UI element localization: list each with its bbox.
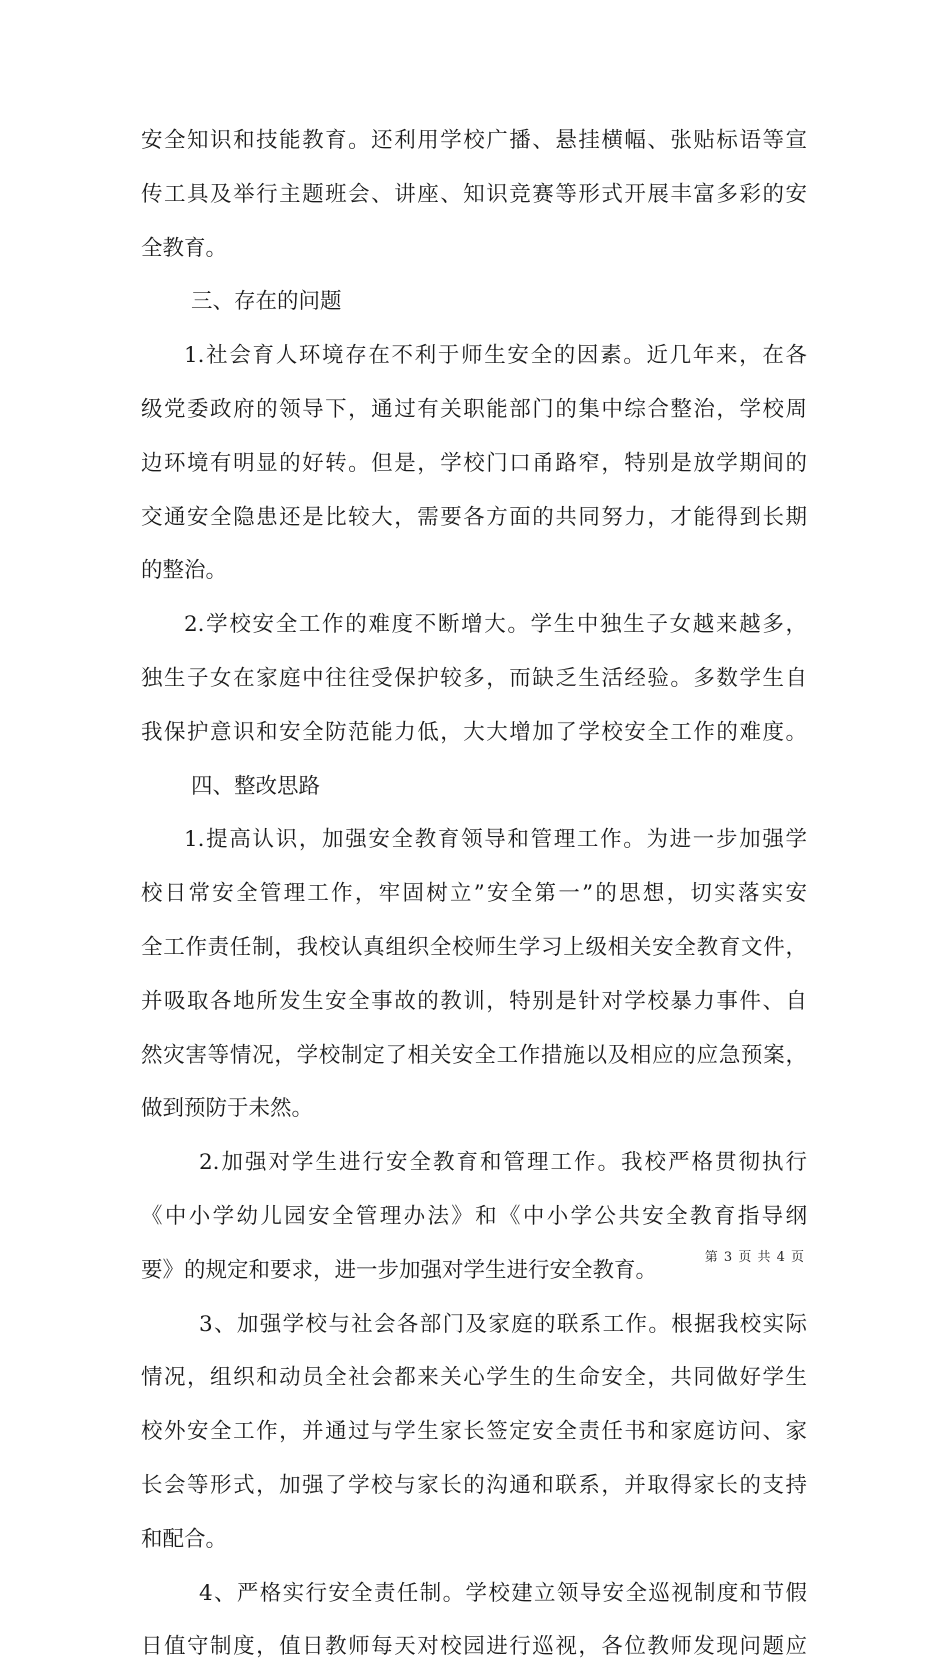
section-heading: 三、存在的问题 xyxy=(191,289,342,315)
text-line: 《中小学幼儿园安全管理办法》和《中小学公共安全教育指导纲 xyxy=(141,1203,807,1229)
text-line: 级党委政府的领导下，通过有关职能部门的集中综合整治，学校周 xyxy=(141,396,807,422)
text-line: 4、严格实行安全责任制。学校建立领导安全巡视制度和节假 xyxy=(199,1580,807,1606)
text-line: 情况，组织和动员全社会都来关心学生的生命安全，共同做好学生 xyxy=(141,1365,807,1391)
text-line: 日值守制度，值日教师每天对校园进行巡视，各位教师发现问题应 xyxy=(141,1634,807,1660)
text-line: 要》的规定和要求，进一步加强对学生进行安全教育。 xyxy=(141,1257,658,1283)
document-body xyxy=(141,114,807,1674)
text-line: 做到预防于未然。 xyxy=(141,1096,314,1122)
text-line: 和配合。 xyxy=(141,1526,228,1552)
text-line: 然灾害等情况，学校制定了相关安全工作措施以及相应的应急预案， xyxy=(141,1042,807,1068)
text-line: 交通安全隐患还是比较大，需要各方面的共同努力，才能得到长期 xyxy=(141,504,807,530)
text-line: 全教育。 xyxy=(141,235,228,261)
text-line: 1.提高认识，加强安全教育领导和管理工作。为进一步加强学 xyxy=(184,827,807,853)
text-line: 2.学校安全工作的难度不断增大。学生中独生子女越来越多， xyxy=(184,612,807,638)
section-heading: 四、整改思路 xyxy=(191,773,321,799)
text-line: 传工具及举行主题班会、讲座、知识竞赛等形式开展丰富多彩的安 xyxy=(141,181,807,207)
text-line: 长会等形式，加强了学校与家长的沟通和联系，并取得家长的支持 xyxy=(141,1472,807,1498)
text-line: 并吸取各地所发生安全事故的教训，特别是针对学校暴力事件、自 xyxy=(141,988,807,1014)
text-line: 我保护意识和安全防范能力低，大大增加了学校安全工作的难度。 xyxy=(141,719,807,745)
text-line: 全工作责任制，我校认真组织全校师生学习上级相关安全教育文件， xyxy=(141,934,807,960)
text-line: 2.加强对学生进行安全教育和管理工作。我校严格贯彻执行 xyxy=(199,1150,807,1176)
text-line: 校日常安全管理工作，牢固树立”安全第一”的思想，切实落实安 xyxy=(141,881,807,907)
text-line: 的整治。 xyxy=(141,558,228,584)
page-number: 第 3 页 共 4 页 xyxy=(704,1250,805,1265)
text-line: 3、加强学校与社会各部门及家庭的联系工作。根据我校实际 xyxy=(199,1311,807,1337)
text-line: 安全知识和技能教育。还利用学校广播、悬挂横幅、张贴标语等宣 xyxy=(141,128,807,153)
text-line: 独生子女在家庭中往往受保护较多，而缺乏生活经验。多数学生自 xyxy=(141,665,807,691)
text-line: 边环境有明显的好转。但是，学校门口甬路窄，特别是放学期间的 xyxy=(141,450,807,476)
text-line: 校外安全工作，并通过与学生家长签定安全责任书和家庭访问、家 xyxy=(141,1419,807,1445)
text-line: 1.社会育人环境存在不利于师生安全的因素。近几年来，在各 xyxy=(184,343,807,369)
